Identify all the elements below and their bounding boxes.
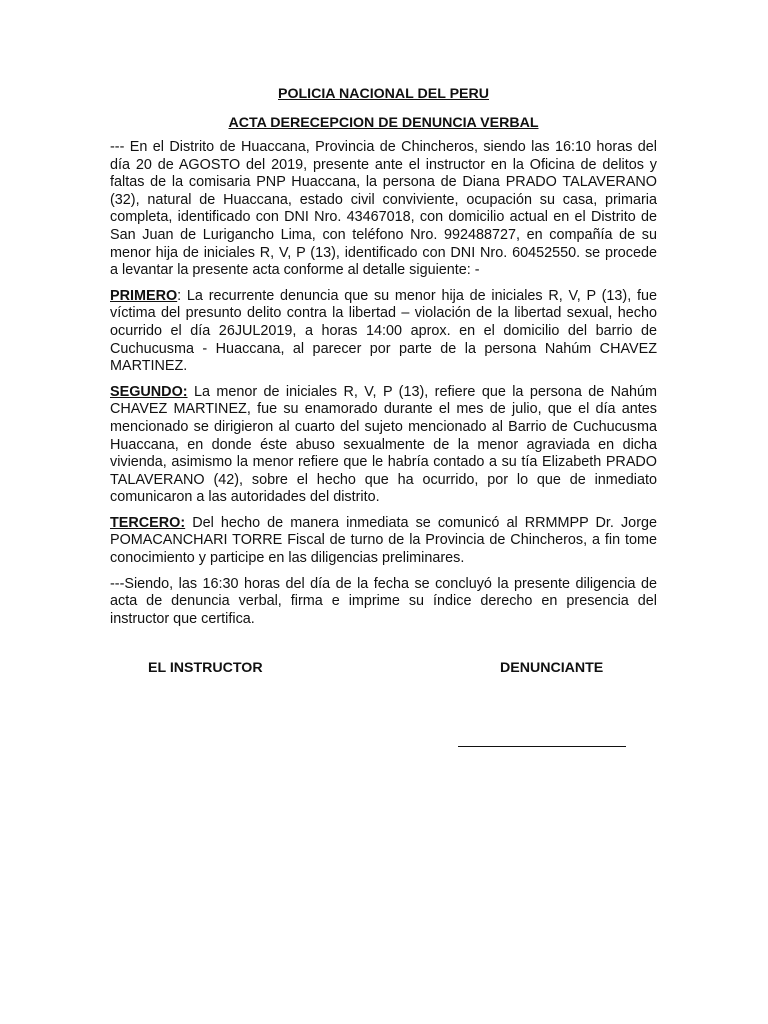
document-subtitle: ACTA DERECEPCION DE DENUNCIA VERBAL [228, 115, 539, 131]
document-title: POLICIA NACIONAL DEL PERU [278, 86, 489, 102]
document-body [110, 84, 657, 636]
denunciante-signature-label: DENUNCIANTE [500, 660, 604, 676]
segundo-text: La menor de iniciales R, V, P (13), refiere que la persona de Nahúm CHAVEZ MARTINEZ, fue su enamorado durante el mes de julio, que el día antes mencionado se dirigieron al cuarto del sujeto mencionado al Barrio de Cuchucusma Huaccana, en donde éste abuso sexualmente de la menor agraviada en dicha vivienda, asimismo la menor refiere que le habría contado a su tía Elizabeth PRADO TALAVERANO (42), sobre el hecho que ha ocurrido, por lo que de inmediato comunicaron a las autoridades del distrito. [110, 383, 657, 506]
segundo-paragraph [110, 384, 657, 507]
tercero-heading: TERCERO: [110, 514, 186, 531]
primero-text: : La recurrente denuncia que su menor hija de iniciales R, V, P (13), fue víctima del presunto delito contra la libertad – violación de la libertad sexual, hecho ocurrido el día 26JUL2019, a horas 14:00 aprox. en el domicilio del barrio de Cuchucusma - Huaccana, al parecer por parte de la persona Nahúm CHAVEZ MARTINEZ. [110, 287, 657, 375]
segundo-heading: SEGUNDO: [110, 383, 188, 400]
tercero-paragraph [110, 515, 657, 568]
instructor-signature-label: EL INSTRUCTOR [148, 660, 263, 676]
closing-paragraph: ---Siendo, las 16:30 horas del día de la fecha se concluyó la presente diligencia de acta de denuncia verbal, firma e imprime su índice derecho en presencia del instructor que certifica. [110, 575, 657, 627]
intro-paragraph: --- En el Distrito de Huaccana, Provincia de Chincheros, siendo las 16:10 horas del día 20 de AGOSTO del 2019, presente ante el instructor en la Oficina de delitos y faltas de la comisaria PNP Huaccana, la persona de Diana PRADO TALAVERANO (32), natural de Huaccana, estado civil conviviente, ocupación su casa, primaria completa, identificado con DNI Nro. 43467018, con domicilio actual en el Distrito de San Juan de Lurigancho Lima, con teléfono Nro. 992488727, en compañía de su menor hija de iniciales R, V, P (13), identificado con DNI Nro. 60452550. se procede a levantar la presente acta conforme al detalle siguiente: - [110, 139, 657, 279]
primero-heading: PRIMERO [110, 287, 178, 304]
denunciante-signature-line [458, 746, 626, 747]
tercero-text: Del hecho de manera inmediata se comunicó al RRMMPP Dr. Jorge POMACANCHARI TORRE Fiscal de turno de la Provincia de Chincheros, a fin tome conocimiento y participe en las diligencias preliminares. [110, 514, 657, 567]
signature-row [0, 660, 768, 680]
primero-paragraph [110, 288, 657, 376]
